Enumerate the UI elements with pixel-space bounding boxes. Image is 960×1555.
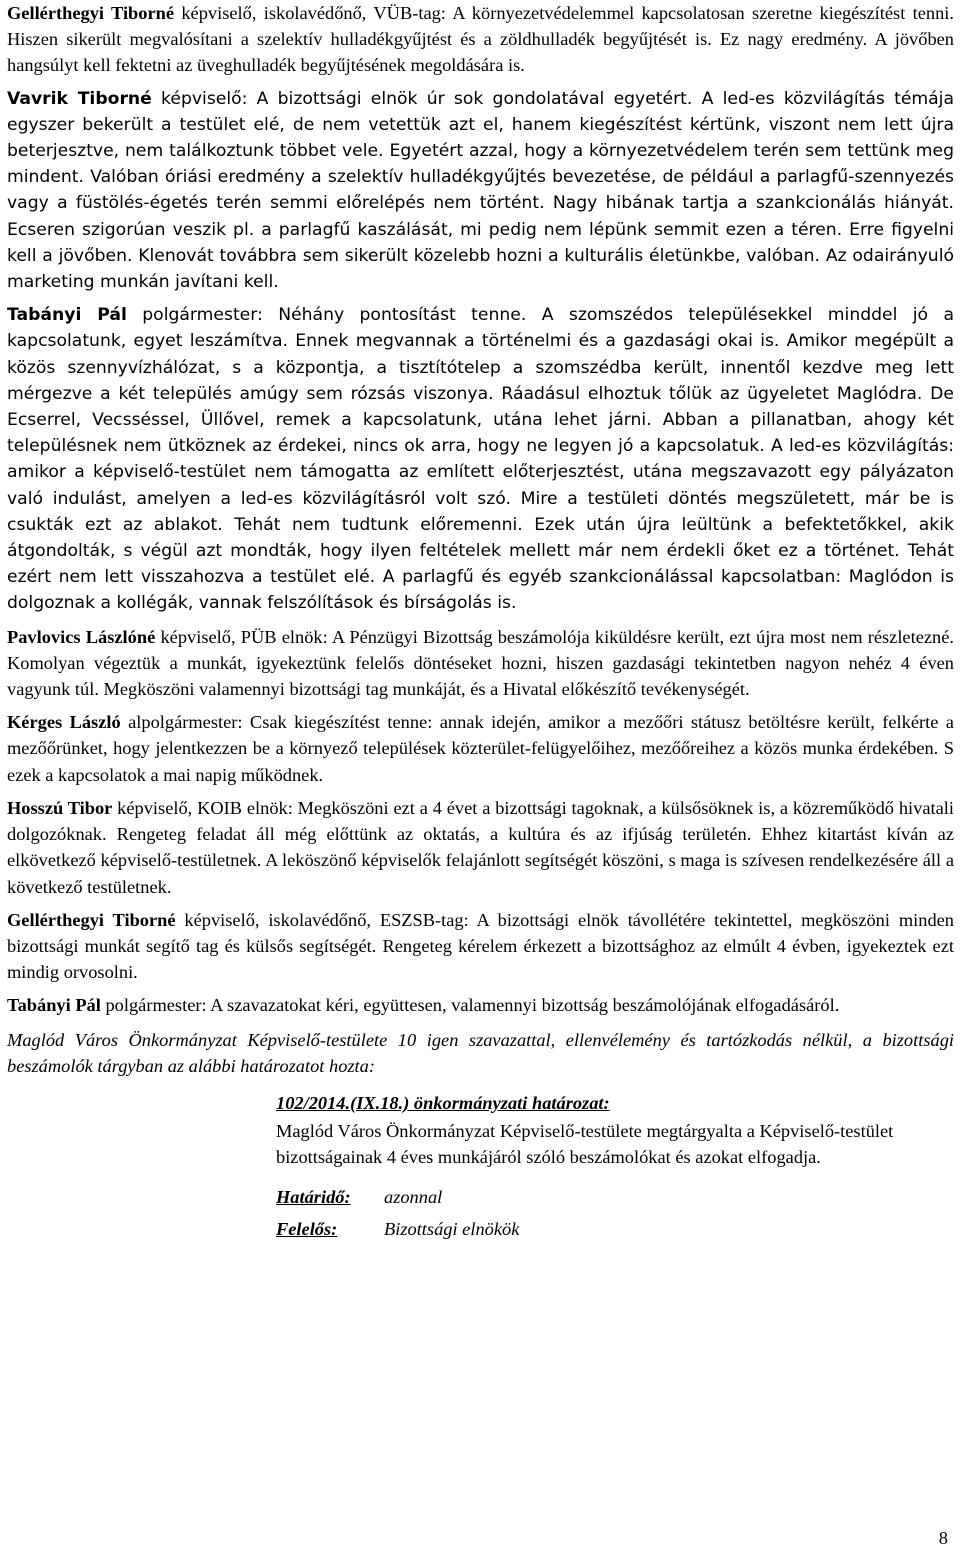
speaker-name: Gellérthegyi Tiborné: [7, 3, 175, 23]
responsible-value: Bizottsági elnökök: [384, 1218, 520, 1239]
paragraph-tabanyi-1: [7, 302, 954, 616]
page-number: 8: [938, 1527, 948, 1548]
paragraph-text: képviselő, iskolavédőnő, VÜB-tag: A környezetvédelemmel kapcsolatosan szeretne kiegészítést tenni. Hiszen sikerült megvalósítani a szelektív hulladékgyűjtést és a zöldhulladék begyűjtését is. Ez nagy eredmény. A jövőben hangsúlyt kell fektetni az üveghulladék begyűjtésének megoldására is.: [7, 3, 954, 76]
speaker-name: Tabányi Pál: [7, 305, 127, 326]
deadline-label: Határidő:: [276, 1186, 351, 1207]
paragraph-gellerthegyi-1: [7, 0, 954, 79]
speaker-name: Hosszú Tibor: [7, 797, 113, 818]
paragraph-text: polgármester: A szavazatokat kéri, együttesen, valamennyi bizottság beszámolójának elfogadásáról.: [100, 995, 840, 1016]
speaker-name: Pavlovics Lászlóné: [7, 626, 156, 647]
paragraph-text: polgármester: Néhány pontosítást tenne. A szomszédos településekkel minddel jó a kapcsolatunk, egyet leszámítva. Ennek megvannak a történelmi és a gazdasági okai is. Amikor megépült a közös szennyvízhálózat, s a központja, a tisztítótelep a szomszédba került, innentől kezdve meg lett mérgezve a két település amúgy sem rózsás viszonya. Ráadásul elhoztuk tőlük az ügyeletet Maglódra. De Ecserrel, Vecsséssel, Üllővel, remek a kapcsolatunk, utána lehet járni. Abban a pillanatban, ahogy két településnek nem ütköznek az érdekei, nincs ok arra, hogy ne legyen jó a kapcsolatuk. A led-es közvilágítás: amikor a képviselő-testület nem támogatta az említett előterjesztést, utána megszavazott egy pályázaton való indulást, amelyen a led-es közvilágításról volt szó. Mire a testületi döntés megszületett, már be is csukták ezt az ablakot. Tehát nem tudtunk előremenni. Ezek után újra leültünk a befektetőkkel, akik átgondolták, s végül azt mondták, hogy ilyen feltételek mellett már nem érdekli őket ez a történet. Tehát ezért nem lett visszahozva a testület elé. A parlagfű és egyéb szankcionálással kapcsolatban: Maglódon is dolgoznak a kollégák, vannak felszólítások és bírságolás is.: [7, 305, 954, 614]
paragraph-tabanyi-2: [7, 992, 954, 1018]
paragraph-text: képviselő, PÜB elnök: A Pénzügyi Bizottság beszámolója kiküldésre került, ezt újra most nem részletezné. Komolyan végeztük a munkát, igyekeztünk felelős döntéseket hozni, hiszen gazdasági tekintetben nagyon nehéz 4 éven vagyunk túl. Megköszöni valamennyi bizottsági tag munkáját, és a Hivatal előkészítő tevékenységét.: [7, 626, 954, 700]
paragraph-text: képviselő: A bizottsági elnök úr sok gondolatával egyetért. A led-es közvilágítás témája egyszer bekerült a testület elé, de nem vetettük azt el, hanem kiegészítést kértünk, viszont nem lett újra beterjesztve, nem találkoztunk többet vele. Egyetért azzal, hogy a környezetvédelem terén sem tettünk meg mindent. Valóban óriási eredmény a szelektív hulladékgyűjtés bevezetése, de például a parlagfű-szennyezés vagy a füstölés-égetés terén semmi előrelépés nem történt. Nagy hibának tartja a szankcionálás hiányát. Ecseren szigorúan veszik pl. a parlagfű kaszálását, mi pedig nem lépünk semmit ezen a téren. Erre figyelni kell a jövőben. Klenovát továbbra sem sikerült közelebb hozni a kulturális életünkbe, valóban. Az odairányuló marketing munkán javítani kell.: [7, 88, 954, 293]
resolution-deadline: [276, 1184, 936, 1210]
resolution-block: [276, 1090, 936, 1242]
speaker-name: Vavrik Tiborné: [7, 88, 152, 109]
speaker-name: Kérges László: [7, 712, 121, 733]
vote-statement: Maglód Város Önkormányzat Képviselő-testülete 10 igen szavazattal, ellenvélemény és tartózkodás nélkül, a bizottsági beszámolók tárgyban az alábbi határozatot hozta:: [7, 1029, 954, 1076]
paragraph-text: képviselő, iskolavédőnő, ESZSB-tag: A bizottsági elnök távollétére tekintettel, megköszöni minden bizottsági munkát segítő tag és külsős segítségét. Rengeteg kérelem érkezett a bizottsághoz az elmúlt 4 évben, igyekeztek ezt mindig orvosolni.: [7, 909, 954, 983]
speaker-name: Gellérthegyi Tiborné: [7, 909, 176, 930]
deadline-value: azonnal: [384, 1186, 443, 1207]
paragraph-text: alpolgármester: Csak kiegészítést tenne: annak idején, amikor a mezőőri státusz betöltésre került, felkérte a mezőőrünket, hogy jelentkezzen be a környező települések közterület-felügyelőihez, mezőőreihez a közös munka érdekében. S ezek a kapcsolatok a mai napig működnek.: [7, 712, 954, 785]
paragraph-text: képviselő, KOIB elnök: Megköszöni ezt a 4 évet a bizottsági tagoknak, a külsősöknek is, a közreműködő hivatali dolgozóknak. Rengeteg feladat áll még előttünk az oktatás, a kultúra és az ifjúság területén. Ehhez kitartást kíván az elkövetkező képviselő-testületnek. A leköszönő képviselők felajánlott segítségét köszöni, s maga is szívesen rendelkezésére áll a következő testületnek.: [7, 797, 954, 897]
paragraph-hosszu: [7, 795, 954, 900]
paragraph-kerges: [7, 709, 954, 788]
resolution-responsible: [276, 1216, 936, 1242]
paragraph-gellerthegyi-2: [7, 907, 954, 986]
resolution-title: 102/2014.(IX.18.) önkormányzati határozat:: [276, 1092, 610, 1113]
speaker-name: Tabányi Pál: [7, 995, 101, 1016]
resolution-body: Maglód Város Önkormányzat Képviselő-testülete megtárgyalta a Képviselő-testület bizottságainak 4 éves munkájáról szóló beszámolókat és azokat elfogadja.: [276, 1121, 894, 1168]
paragraph-pavlovics: [7, 624, 954, 703]
responsible-label: Felelős:: [276, 1218, 338, 1239]
paragraph-vavrik: [7, 86, 954, 296]
